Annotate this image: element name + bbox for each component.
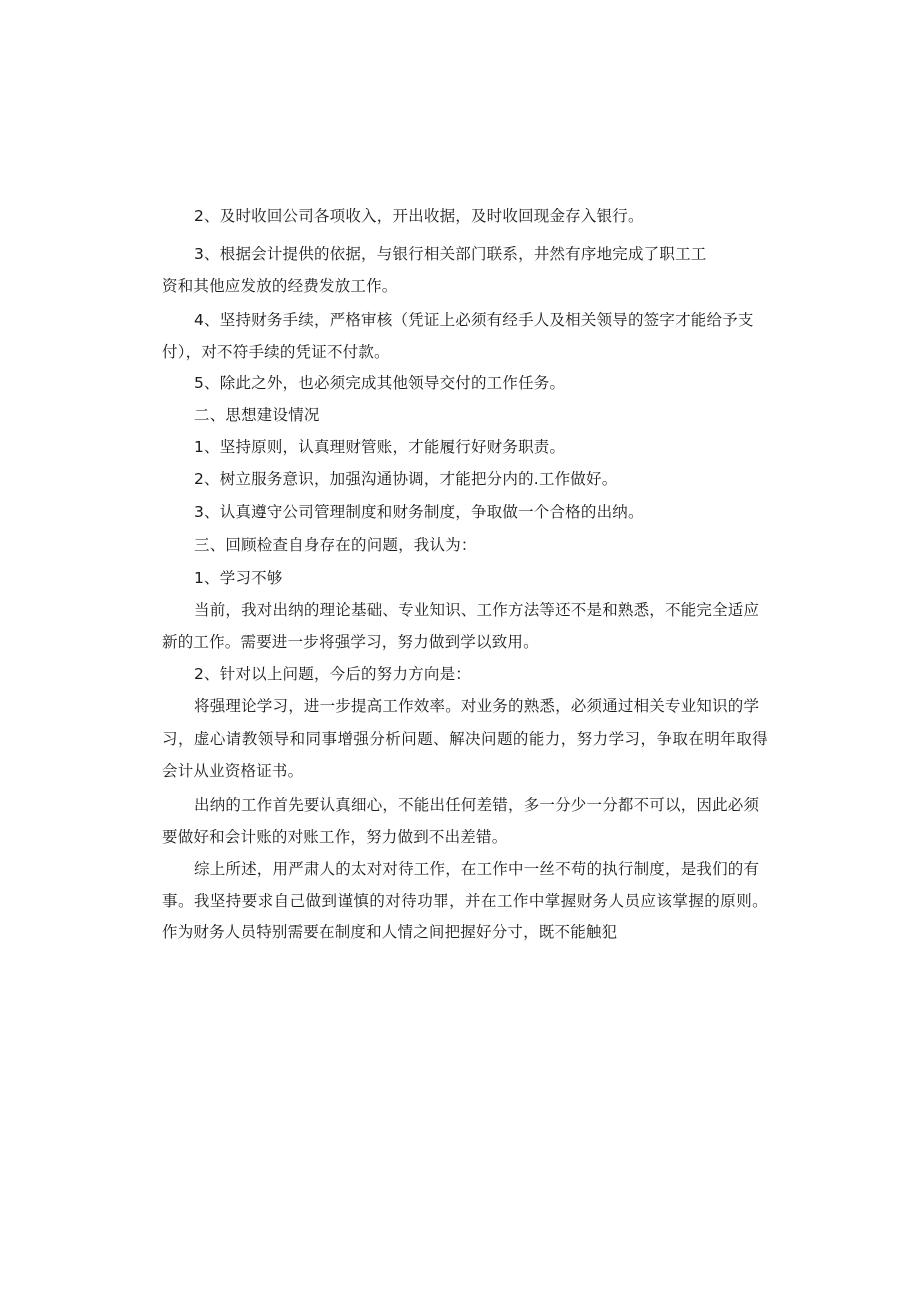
paragraph-line: 要做好和会计账的对账工作，努力做到不出差错。	[162, 828, 508, 846]
paragraph-line: 2、及时收回公司各项收入，开出收据，及时收回现金存入银行。	[194, 207, 644, 225]
paragraph-line: 事。我坚持要求自己做到谨慎的对待功罪，并在工作中掌握财务人员应该掌握的原则。	[162, 892, 769, 910]
paragraph-line: 4、坚持财务手续，严格审核（凭证上必须有经手人及相关领导的签字才能给予支	[194, 311, 754, 329]
paragraph-line: 新的工作。需要进一步将强学习，努力做到学以致用。	[162, 633, 539, 651]
subsection-heading: 1、学习不够	[194, 569, 283, 587]
paragraph-line: 当前，我对出纳的理论基础、专业知识、工作方法等还不是和熟悉，不能完全适应	[194, 601, 760, 619]
paragraph-line: 将强理论学习，进一步提高工作效率。对业务的熟悉，必须通过相关专业知识的学	[194, 697, 760, 715]
paragraph-line: 2、树立服务意识，加强沟通协调，才能把分内的.工作做好。	[194, 470, 618, 488]
paragraph-line: 付），对不符手续的凭证不付款。	[162, 343, 390, 361]
subsection-heading: 2、针对以上问题，今后的努力方向是：	[194, 665, 471, 683]
paragraph-line: 出纳的工作首先要认真细心，不能出任何差错，多一分少一分都不可以，因此必须	[194, 796, 760, 814]
paragraph-line: 综上所述，用严肃人的太对对待工作，在工作中一丝不苟的执行制度，是我们的有	[194, 860, 760, 878]
section-heading: 二、思想建设情况	[194, 406, 320, 424]
paragraph-line: 1、坚持原则，认真理财管账，才能履行好财务职责。	[194, 438, 566, 456]
paragraph-line: 资和其他应发放的经费发放工作。	[162, 277, 398, 295]
paragraph-line: 3、认真遵守公司管理制度和财务制度，争取做一个合格的出纳。	[194, 503, 644, 521]
paragraph-line: 习，虚心请教领导和同事增强分析问题、解决问题的能力，努力学习，争取在明年取得	[162, 730, 769, 748]
paragraph-line: 5、除此之外，也必须完成其他领导交付的工作任务。	[194, 374, 566, 392]
paragraph-line: 3、根据会计提供的依据，与银行相关部门联系，井然有序地完成了职工工	[194, 245, 707, 263]
section-heading: 三、回顾检查自身存在的问题，我认为：	[194, 536, 477, 554]
paragraph-line: 作为财务人员特别需要在制度和人情之间把握好分寸，既不能触犯	[162, 923, 618, 941]
paragraph-line: 会计从业资格证书。	[162, 762, 304, 780]
